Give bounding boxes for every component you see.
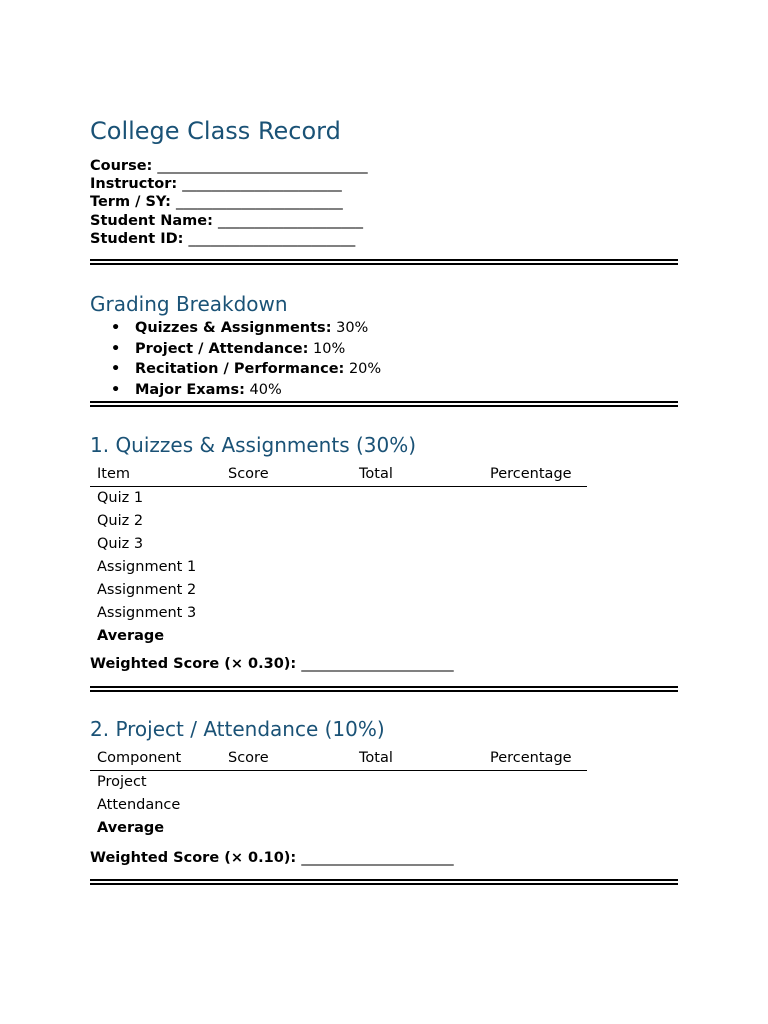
breakdown-value: 30%: [336, 320, 369, 336]
row-label: Quiz 3: [97, 536, 144, 552]
column-header: Percentage: [483, 463, 587, 487]
table-row: [90, 510, 587, 533]
course-label: Course:: [90, 158, 153, 174]
breakdown-label: Project / Attendance:: [135, 340, 309, 357]
double-rule: [90, 686, 678, 692]
weighted-score-line: [90, 850, 454, 866]
double-rule: [90, 401, 678, 407]
bullet: •: [111, 381, 121, 398]
percentage-cell: [483, 510, 587, 533]
table-row: [90, 487, 587, 511]
document-title: College Class Record: [90, 117, 341, 145]
student-id-blank: _______________________: [188, 230, 356, 247]
column-header: Score: [221, 463, 352, 487]
list-item: [90, 318, 381, 339]
term-blank: _______________________: [176, 194, 343, 211]
bullet: •: [111, 340, 121, 357]
row-label: Quiz 1: [97, 490, 144, 506]
table-row: [90, 579, 587, 602]
percentage-cell: [483, 533, 587, 556]
percentage-cell: [483, 794, 587, 817]
column-header: Item: [90, 463, 221, 487]
total-cell: [352, 510, 483, 533]
column-header: Score: [221, 747, 352, 771]
column-header: Component: [90, 747, 221, 771]
average-row: [90, 817, 587, 840]
total-cell: [352, 625, 483, 648]
percentage-cell: [483, 579, 587, 602]
project-attendance-table: [90, 747, 587, 840]
total-cell: [352, 579, 483, 602]
table-row: [90, 533, 587, 556]
total-cell: [352, 771, 483, 795]
list-item: [90, 339, 381, 360]
score-cell: [221, 510, 352, 533]
score-cell: [221, 794, 352, 817]
score-cell: [221, 817, 352, 840]
table-row: [90, 771, 587, 795]
row-label: Quiz 2: [97, 513, 144, 529]
row-label: Assignment 1: [97, 559, 197, 575]
total-cell: [352, 533, 483, 556]
row-label: Attendance: [97, 797, 181, 813]
row-label: Assignment 2: [97, 582, 197, 598]
student-name-blank: ____________________: [217, 212, 363, 229]
section1-heading: 1. Quizzes & Assignments (30%): [90, 433, 417, 457]
weighted-score-label: Weighted Score (× 0.30):: [90, 656, 297, 672]
percentage-cell: [483, 625, 587, 648]
course-line: [90, 157, 368, 175]
total-cell: [352, 487, 483, 511]
average-label: Average: [97, 820, 165, 836]
column-header: Total: [352, 463, 483, 487]
list-item: [90, 359, 381, 380]
breakdown-label: Major Exams:: [135, 381, 245, 398]
student-id-line: [90, 230, 368, 248]
instructor-blank: ______________________: [182, 176, 342, 193]
breakdown-label: Recitation / Performance:: [135, 361, 345, 377]
double-rule: [90, 259, 678, 265]
bullet: •: [111, 361, 121, 377]
column-header: Total: [352, 747, 483, 771]
score-cell: [221, 487, 352, 511]
percentage-cell: [483, 817, 587, 840]
table-header-row: [90, 747, 587, 771]
percentage-cell: [483, 487, 587, 511]
table-header-row: [90, 463, 587, 487]
score-cell: [221, 771, 352, 795]
percentage-cell: [483, 602, 587, 625]
student-name-line: [90, 212, 368, 230]
class-info-block: [90, 157, 368, 248]
weighted-score-label: Weighted Score (× 0.10):: [90, 850, 297, 866]
table-row: [90, 794, 587, 817]
student-id-label: Student ID:: [90, 230, 184, 247]
student-name-label: Student Name:: [90, 212, 213, 229]
total-cell: [352, 602, 483, 625]
breakdown-value: 40%: [249, 381, 282, 398]
score-cell: [221, 533, 352, 556]
grading-breakdown-heading: Grading Breakdown: [90, 292, 288, 316]
term-label: Term / SY:: [90, 194, 171, 211]
breakdown-value: 20%: [348, 361, 382, 377]
breakdown-value: 10%: [313, 340, 346, 357]
row-label: Project: [97, 774, 147, 790]
table-row: [90, 602, 587, 625]
average-label: Average: [97, 628, 165, 644]
bullet: •: [111, 320, 121, 336]
score-cell: [221, 556, 352, 579]
grading-breakdown-list: [90, 318, 381, 400]
course-blank: _____________________________: [157, 158, 368, 174]
term-line: [90, 193, 368, 211]
table-row: [90, 556, 587, 579]
row-label: Assignment 3: [97, 605, 197, 621]
percentage-cell: [483, 556, 587, 579]
weighted-score-blank: _____________________: [301, 850, 454, 866]
quizzes-table: [90, 463, 587, 648]
score-cell: [221, 625, 352, 648]
weighted-score-blank: _____________________: [301, 656, 454, 672]
double-rule: [90, 879, 678, 885]
score-cell: [221, 579, 352, 602]
weighted-score-line: [90, 656, 454, 672]
breakdown-label: Quizzes & Assignments:: [135, 320, 332, 336]
section2-heading: 2. Project / Attendance (10%): [90, 717, 385, 741]
total-cell: [352, 556, 483, 579]
column-header: Percentage: [483, 747, 587, 771]
instructor-line: [90, 175, 368, 193]
total-cell: [352, 794, 483, 817]
list-item: [90, 380, 381, 401]
total-cell: [352, 817, 483, 840]
average-row: [90, 625, 587, 648]
score-cell: [221, 602, 352, 625]
instructor-label: Instructor:: [90, 176, 178, 193]
percentage-cell: [483, 771, 587, 795]
